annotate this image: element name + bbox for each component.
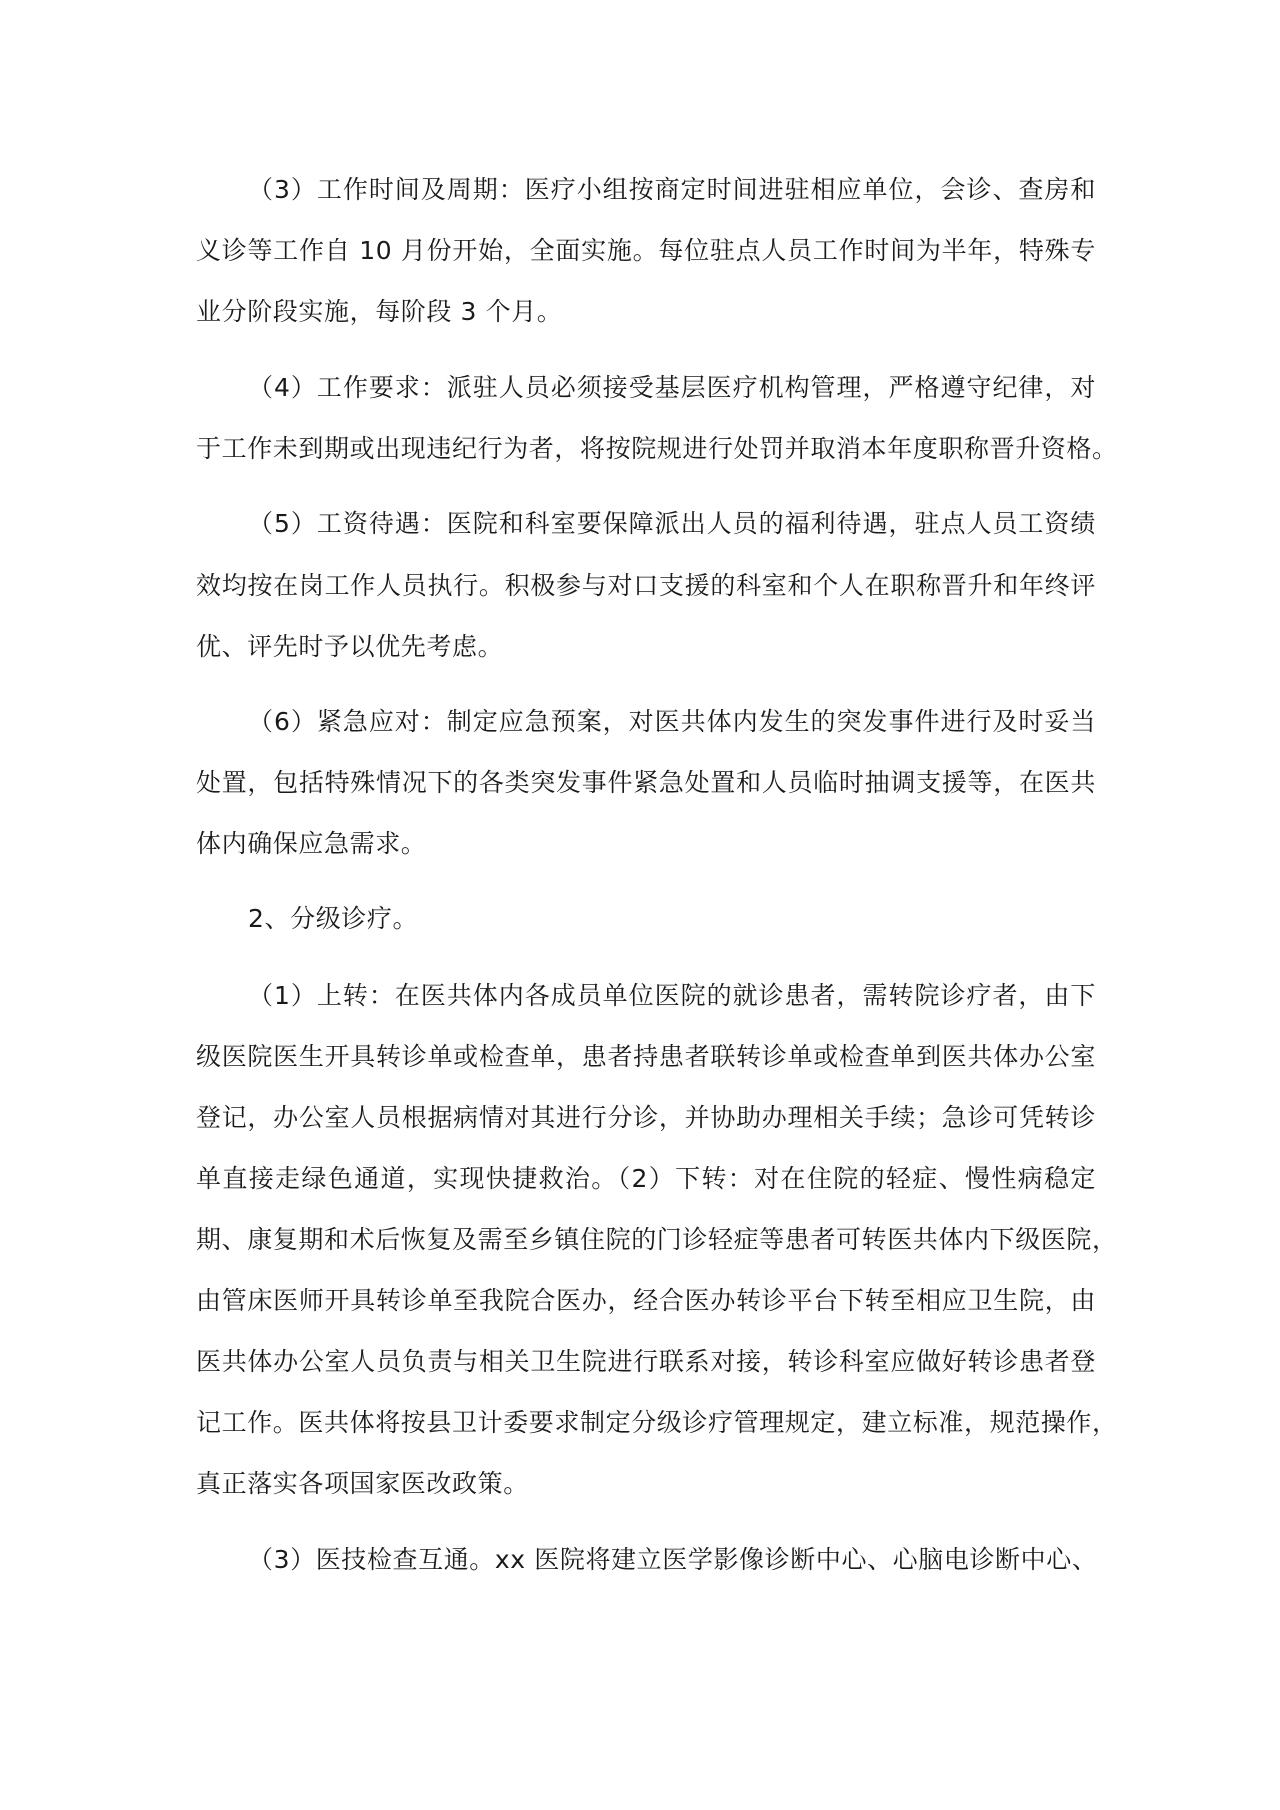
paragraph-referral-line-5: 期、康复期和术后恢复及需至乡镇住院的门诊轻症等患者可转医共体内下级医院， <box>196 1225 1118 1254</box>
paragraph-referral-line-7: 医共体办公室人员负责与相关卫生院进行联系对接，转诊科室应做好转诊患者登 <box>196 1347 1096 1376</box>
paragraph-5-line-2: 效均按在岗工作人员执行。积极参与对口支援的科室和个人在职称晋升和年终评 <box>196 571 1096 600</box>
paragraph-referral-line-4: 单直接走绿色通道，实现快捷救治。（2）下转：对在住院的轻症、慢性病稳定 <box>196 1164 1096 1193</box>
paragraph-5-line-1: （5）工资待遇：医院和科室要保障派出人员的福利待遇，驻点人员工资绩 <box>248 509 1096 538</box>
paragraph-6-line-1: （6）紧急应对：制定应急预案，对医共体内发生的突发事件进行及时妥当 <box>248 707 1096 736</box>
paragraph-3-line-3: 业分阶段实施，每阶段 3 个月。 <box>196 297 563 326</box>
paragraph-6-line-2: 处置，包括特殊情况下的各类突发事件紧急处置和人员临时抽调支援等，在医共 <box>196 768 1096 797</box>
paragraph-6-line-3: 体内确保应急需求。 <box>196 829 427 858</box>
paragraph-3-line-1: （3）工作时间及周期：医疗小组按商定时间进驻相应单位，会诊、查房和 <box>248 175 1096 204</box>
paragraph-5-line-3: 优、评先时予以优先考虑。 <box>196 632 504 661</box>
paragraph-referral-line-1: （1）上转：在医共体内各成员单位医院的就诊患者，需转院诊疗者，由下 <box>248 981 1096 1010</box>
paragraph-referral-line-6: 由管床医师开具转诊单至我院合医办，经合医办转诊平台下转至相应卫生院，由 <box>196 1286 1096 1315</box>
paragraph-medtech-line-1: （3）医技检查互通。xx 医院将建立医学影像诊断中心、心脑电诊断中心、 <box>248 1545 1098 1574</box>
paragraph-referral-line-3: 登记，办公室人员根据病情对其进行分诊，并协助办理相关手续；急诊可凭转诊 <box>196 1103 1096 1132</box>
paragraph-referral-line-2: 级医院医生开具转诊单或检查单，患者持患者联转诊单或检查单到医共体办公室 <box>196 1042 1096 1071</box>
paragraph-referral-line-8: 记工作。医共体将按县卫计委要求制定分级诊疗管理规定，建立标准，规范操作， <box>196 1408 1118 1437</box>
section-heading: 2、分级诊疗。 <box>248 904 419 933</box>
paragraph-referral-line-9: 真正落实各项国家医改政策。 <box>196 1469 529 1498</box>
paragraph-3-line-2: 义诊等工作自 10 月份开始，全面实施。每位驻点人员工作时间为半年，特殊专 <box>196 236 1096 265</box>
paragraph-4-line-1: （4）工作要求：派驻人员必须接受基层医疗机构管理，严格遵守纪律，对 <box>248 373 1096 402</box>
paragraph-4-line-2: 于工作未到期或出现违纪行为者，将按院规进行处罚并取消本年度职称晋升资格。 <box>196 434 1118 463</box>
